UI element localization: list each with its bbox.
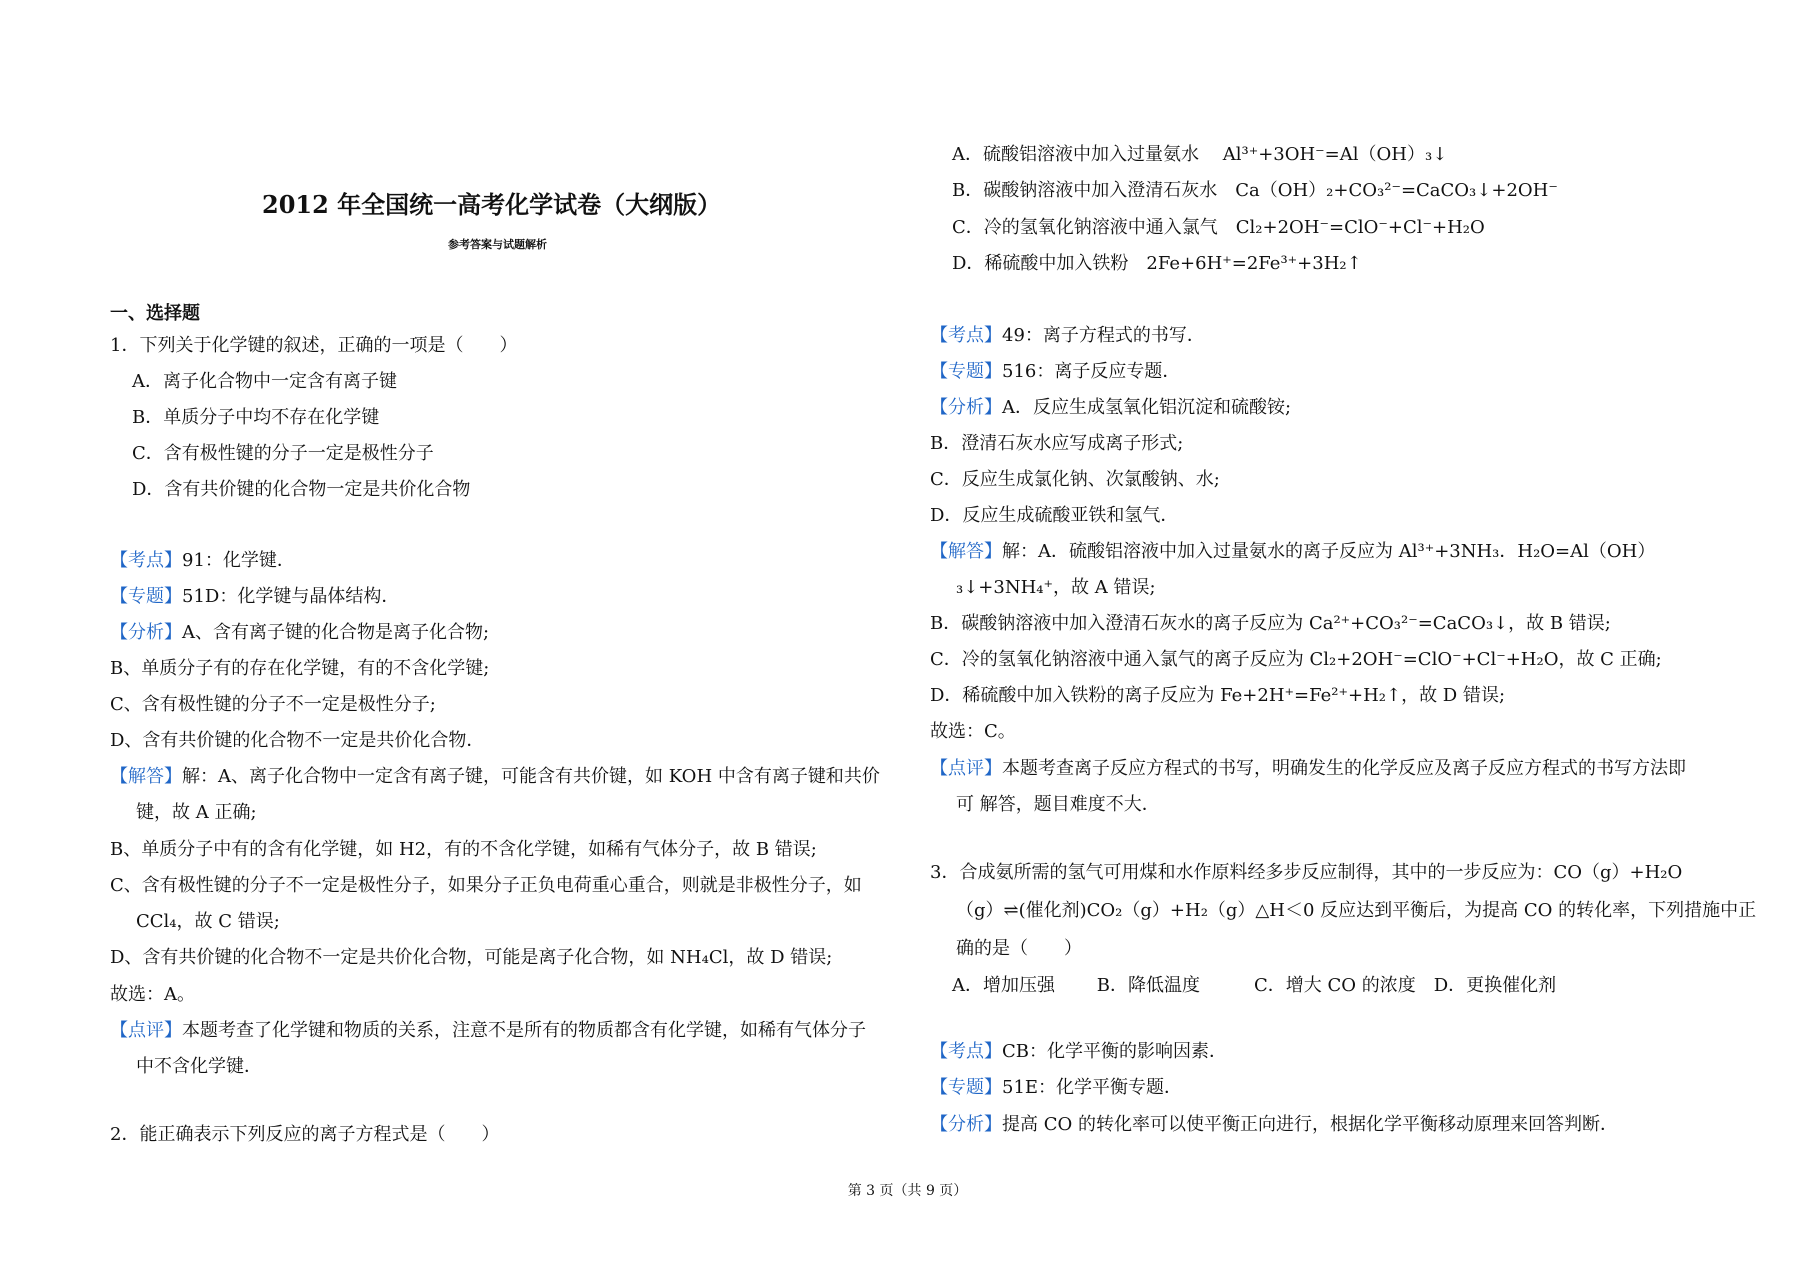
text-line bbox=[132, 370, 397, 394]
text-line bbox=[930, 720, 1016, 744]
text-line bbox=[930, 1040, 1227, 1064]
line-text: 故选：A。 bbox=[110, 984, 195, 1005]
text-line bbox=[110, 657, 489, 681]
line-text: D．含有共价键的化合物一定是共价化合物 bbox=[132, 479, 471, 500]
text-line bbox=[110, 765, 880, 789]
line-text: C．反应生成氯化钠、次氯酸钠、水; bbox=[930, 469, 1220, 490]
text-line bbox=[930, 540, 1655, 564]
text-line bbox=[956, 899, 1756, 923]
text-line bbox=[956, 793, 1160, 817]
line-text: ₃↓+3NH₄⁺，故 A 错误; bbox=[956, 577, 1156, 598]
label-tag: 【点评】 bbox=[110, 1020, 182, 1041]
line-text: 51E：化学平衡专题． bbox=[1002, 1077, 1183, 1098]
line-text: 故选：C。 bbox=[930, 721, 1016, 742]
label-tag: 【专题】 bbox=[930, 1077, 1002, 1098]
text-line bbox=[930, 648, 1662, 672]
document-subtitle: 参考答案与试题解析 bbox=[448, 238, 547, 251]
text-line bbox=[110, 693, 436, 717]
text-line bbox=[132, 478, 470, 502]
text-line bbox=[132, 406, 379, 430]
text-line bbox=[952, 143, 1447, 167]
line-text: C、含有极性键的分子不一定是极性分子; bbox=[110, 694, 436, 715]
label-tag: 【考点】 bbox=[930, 325, 1002, 346]
label-tag: 【解答】 bbox=[110, 766, 182, 787]
text-line bbox=[110, 946, 832, 970]
line-text: D、含有共价键的化合物不一定是共价化合物． bbox=[110, 730, 485, 751]
text-line bbox=[930, 360, 1180, 384]
text-line bbox=[930, 504, 1178, 528]
line-text: 中不含化学键． bbox=[136, 1056, 262, 1077]
line-text: 本题考查离子反应方程式的书写，明确发生的化学反应及离子反应方程式的书写方法即 bbox=[1002, 758, 1686, 779]
text-line bbox=[952, 216, 1485, 240]
text-line bbox=[136, 910, 280, 934]
line-text: D．反应生成硫酸亚铁和氢气． bbox=[930, 505, 1179, 526]
text-line bbox=[952, 974, 1556, 998]
text-line bbox=[110, 334, 517, 358]
line-text: A．离子化合物中一定含有离子键 bbox=[132, 371, 397, 392]
line-text: （g）⇌(催化剂)CO₂（g）+H₂（g）△H＜0 反应达到平衡后，为提高 CO 的转化率，下列措施中正 bbox=[956, 900, 1757, 921]
line-text: 91：化学键． bbox=[182, 550, 295, 571]
line-text: 解：A．硫酸铝溶液中加入过量氨水的离子反应为 Al³⁺+3NH₃．H₂O=Al（OH） bbox=[1002, 541, 1656, 562]
line-text: A．反应生成氢氧化铝沉淀和硫酸铵; bbox=[1002, 397, 1292, 418]
label-tag: 【分析】 bbox=[110, 622, 182, 643]
label-tag: 【解答】 bbox=[930, 541, 1002, 562]
line-text: 51D：化学键与晶体结构． bbox=[182, 586, 400, 607]
label-tag: 【考点】 bbox=[110, 550, 182, 571]
text-line bbox=[930, 432, 1183, 456]
line-text: B．单质分子中均不存在化学键 bbox=[132, 407, 380, 428]
line-text: CCl₄，故 C 错误; bbox=[136, 911, 280, 932]
line-text: 提高 CO 的转化率可以使平衡正向进行，根据化学平衡移动原理来回答判断． bbox=[1002, 1114, 1618, 1135]
line-text: C．含有极性键的分子一定是极性分子 bbox=[132, 443, 434, 464]
text-line bbox=[110, 1019, 866, 1043]
text-line bbox=[930, 324, 1205, 348]
line-text: C．冷的氢氧化钠溶液中通入氯气 Cl₂+2OH⁻=ClO⁻+Cl⁻+H₂O bbox=[952, 217, 1485, 238]
text-line bbox=[110, 874, 862, 898]
line-text: 2．能正确表示下列反应的离子方程式是（ ） bbox=[110, 1124, 500, 1145]
line-text: B、单质分子有的存在化学键，有的不含化学键; bbox=[110, 658, 490, 679]
text-line bbox=[930, 684, 1505, 708]
label-tag: 【分析】 bbox=[930, 397, 1002, 418]
line-text: CB：化学平衡的影响因素． bbox=[1002, 1041, 1227, 1062]
text-line bbox=[956, 576, 1156, 600]
line-text: B．澄清石灰水应写成离子形式; bbox=[930, 433, 1184, 454]
label-tag: 【专题】 bbox=[930, 361, 1002, 382]
line-text: 键，故 A 正确; bbox=[136, 802, 257, 823]
text-line bbox=[110, 621, 489, 645]
line-text: 本题考查了化学键和物质的关系，注意不是所有的物质都含有化学键，如稀有气体分子 bbox=[182, 1020, 866, 1041]
text-line bbox=[110, 838, 817, 862]
page-footer: 第 3 页（共 9 页） bbox=[847, 1183, 968, 1199]
line-text: A、含有离子键的化合物是离子化合物; bbox=[182, 622, 490, 643]
text-line bbox=[930, 1113, 1618, 1137]
line-text: 49：离子方程式的书写． bbox=[1002, 325, 1205, 346]
line-text: 516：离子反应专题． bbox=[1002, 361, 1181, 382]
line-text: D．稀硫酸中加入铁粉的离子反应为 Fe+2H⁺=Fe²⁺+H₂↑，故 D 错误; bbox=[930, 685, 1506, 706]
text-line bbox=[132, 442, 434, 466]
line-text: 1．下列关于化学键的叙述，正确的一项是（ ） bbox=[110, 335, 518, 356]
text-line bbox=[930, 757, 1686, 781]
label-tag: 【考点】 bbox=[930, 1041, 1002, 1062]
line-text: D．稀硫酸中加入铁粉 2Fe+6H⁺=2Fe³⁺+3H₂↑ bbox=[952, 253, 1362, 274]
text-line bbox=[952, 179, 1558, 203]
line-text: A．增加压强 B．降低温度 C．增大 CO 的浓度 D．更换催化剂 bbox=[952, 975, 1557, 996]
text-line bbox=[136, 801, 257, 825]
line-text: C．冷的氢氧化钠溶液中通入氯气的离子反应为 Cl₂+2OH⁻=ClO⁻+Cl⁻+H₂O，故 C 正确; bbox=[930, 649, 1662, 670]
text-line bbox=[930, 1076, 1182, 1100]
line-text: A．硫酸铝溶液中加入过量氨水 Al³⁺+3OH⁻=Al（OH）₃↓ bbox=[952, 144, 1448, 165]
document-title: 2012 年全国统一高考化学试卷（大纲版） bbox=[262, 190, 722, 219]
text-line bbox=[930, 612, 1611, 636]
text-line bbox=[952, 252, 1362, 276]
line-text: D、含有共价键的化合物不一定是共价化合物，可能是离子化合物，如 NH₄Cl，故 D 错误; bbox=[110, 947, 833, 968]
text-line bbox=[110, 1123, 499, 1147]
line-text: B．碳酸钠溶液中加入澄清石灰水 Ca（OH）₂+CO₃²⁻=CaCO₃↓+2OH⁻ bbox=[952, 180, 1558, 201]
line-text: 3．合成氨所需的氢气可用煤和水作原料经多步反应制得，其中的一步反应为：CO（g）+H₂O bbox=[930, 862, 1683, 883]
text-line bbox=[110, 729, 484, 753]
label-tag: 【专题】 bbox=[110, 586, 182, 607]
section-heading: 一、选择题 bbox=[110, 303, 200, 324]
line-text: B、单质分子中有的含有化学键，如 H2，有的不含化学键，如稀有气体分子，故 B 错误; bbox=[110, 839, 817, 860]
line-text: B．碳酸钠溶液中加入澄清石灰水的离子反应为 Ca²⁺+CO₃²⁻=CaCO₃↓，故 B 错误; bbox=[930, 613, 1611, 634]
line-text: 解：A、离子化合物中一定含有离子键，可能含有共价键，如 KOH 中含有离子键和共价 bbox=[182, 766, 880, 787]
label-tag: 【分析】 bbox=[930, 1114, 1002, 1135]
line-text: C、含有极性键的分子不一定是极性分子，如果分子正负电荷重心重合，则就是非极性分子，如 bbox=[110, 875, 862, 896]
text-line bbox=[110, 585, 399, 609]
line-text: 可 解答，题目难度不大． bbox=[956, 794, 1160, 815]
text-line bbox=[110, 983, 195, 1007]
text-line bbox=[956, 937, 1082, 961]
text-line bbox=[930, 861, 1682, 885]
text-line bbox=[930, 468, 1220, 492]
text-line bbox=[110, 549, 295, 573]
line-text: 确的是（ ） bbox=[956, 938, 1082, 959]
text-line bbox=[930, 396, 1291, 420]
label-tag: 【点评】 bbox=[930, 758, 1002, 779]
text-line bbox=[136, 1055, 262, 1079]
